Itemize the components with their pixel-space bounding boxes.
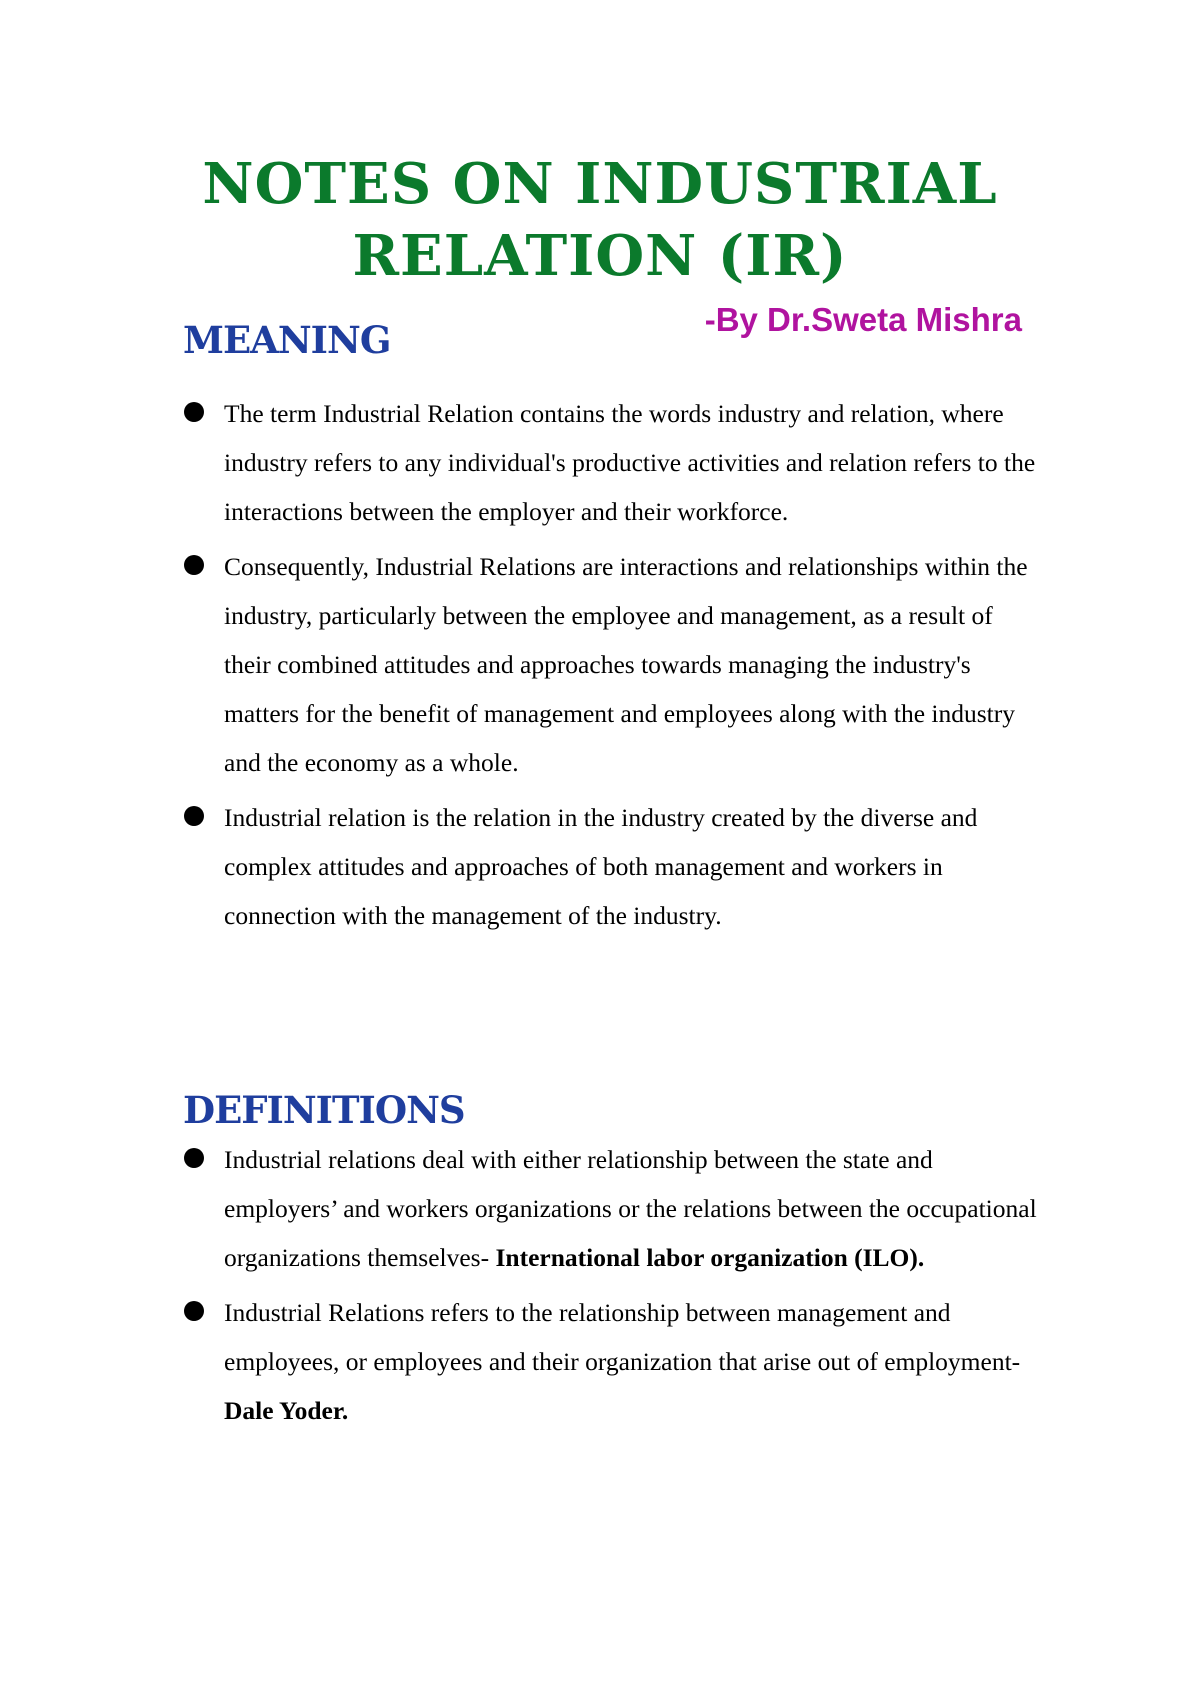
definition-text: Industrial Relations refers to the relationship between management and employees, or employees and their organization that arise out of employment- bbox=[224, 1298, 1021, 1376]
bullet-dot-icon bbox=[184, 555, 204, 575]
definition-source: Dale Yoder. bbox=[224, 1396, 349, 1425]
bullet-dot-icon bbox=[184, 402, 204, 422]
definitions-bullet-list bbox=[184, 1135, 1044, 1441]
bullet-dot-icon bbox=[184, 1301, 204, 1321]
definitions-heading: DEFINITIONS bbox=[183, 1088, 465, 1132]
bullet-text bbox=[224, 1145, 1037, 1272]
meaning-bullet-list bbox=[184, 389, 1044, 946]
meaning-bullet-item bbox=[184, 389, 1044, 536]
document-title-line-2: RELATION (IR) bbox=[352, 223, 848, 289]
definition-text: Industrial relations deal with either relationship between the state and employers’ and workers organizations or the relations between the occupational organizations themselves- bbox=[224, 1145, 1037, 1272]
bullet-dot-icon bbox=[184, 806, 204, 826]
meaning-heading: MEANING bbox=[183, 318, 391, 362]
bullet-dot-icon bbox=[184, 1148, 204, 1168]
meaning-bullet-item bbox=[184, 542, 1044, 787]
bullet-text: The term Industrial Relation contains the words industry and relation, where industry refers to any individual's productive activities and relation refers to the interactions between the employer and their workforce. bbox=[224, 399, 1036, 526]
definition-source: International labor organization (ILO). bbox=[495, 1243, 925, 1272]
author-byline: -By Dr.Sweta Mishra bbox=[704, 301, 1022, 338]
bullet-text: Consequently, Industrial Relations are interactions and relationships within the industry, particularly between the employee and management, as a result of their combined attitudes and approaches towards managing the industry's matters for the benefit of management and employees along with the industry and the economy as a whole. bbox=[224, 552, 1028, 777]
definition-bullet-item bbox=[184, 1135, 1044, 1282]
bullet-text: Industrial relation is the relation in the industry created by the diverse and complex attitudes and approaches of both management and workers in connection with the management of the industry. bbox=[224, 803, 978, 930]
bullet-text bbox=[224, 1298, 1020, 1425]
document-title-line-1: NOTES ON INDUSTRIAL bbox=[202, 151, 998, 217]
definition-bullet-item bbox=[184, 1288, 1044, 1435]
meaning-bullet-item bbox=[184, 793, 1044, 940]
